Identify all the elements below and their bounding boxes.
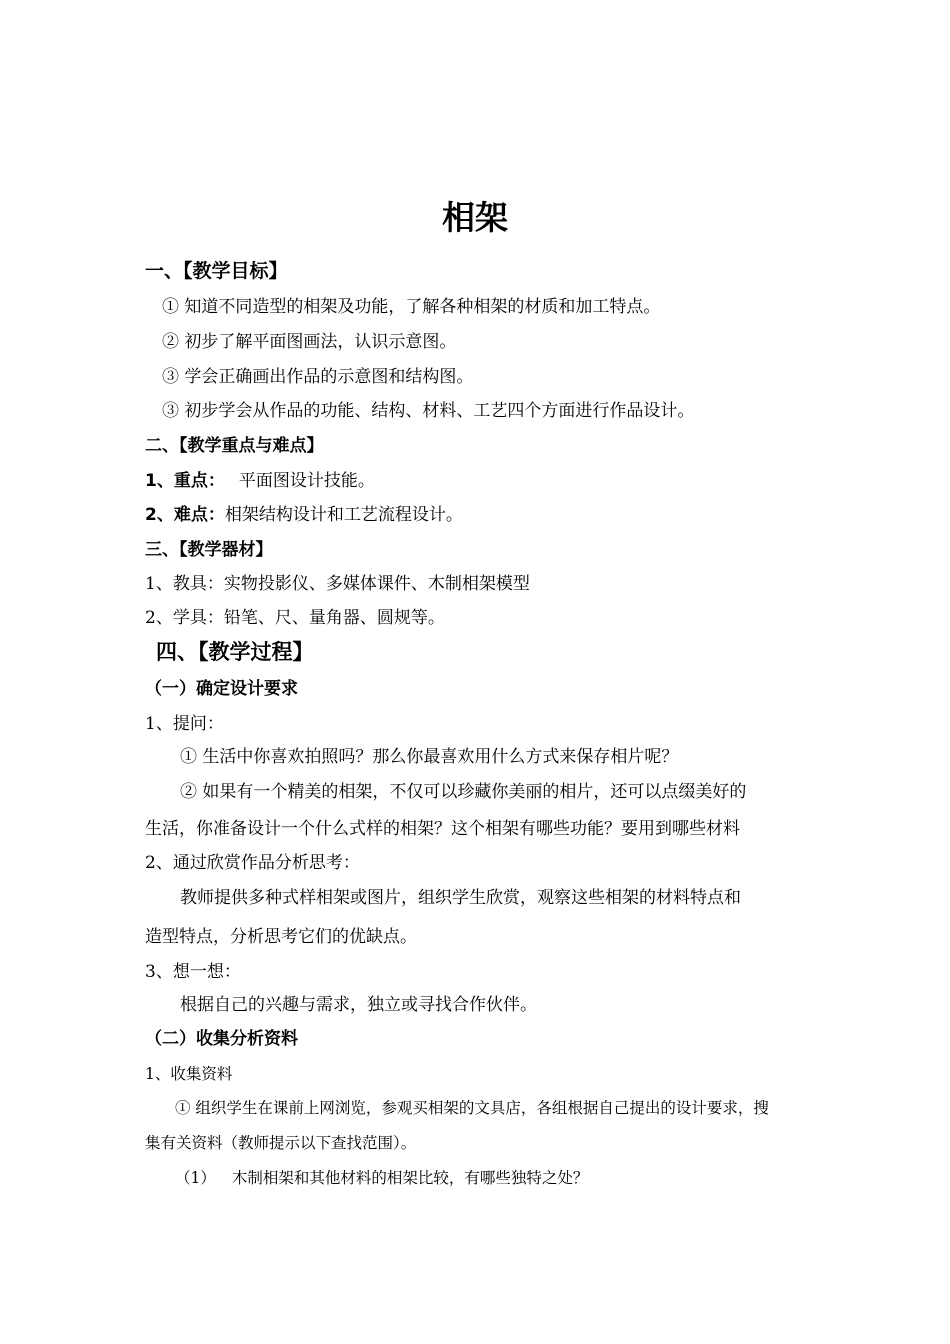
think-label: 3、想一想：: [145, 962, 241, 982]
key-point-text: 平面图设计技能。: [238, 471, 375, 491]
key-point-label: 1、重点：: [145, 471, 225, 491]
appreciate-continuation: 造型特点，分析思考它们的优缺点。: [145, 927, 417, 947]
question-item: ① 生活中你喜欢拍照吗？那么你最喜欢用什么方式来保存相片呢？: [180, 747, 679, 767]
difficulty-text: 相架结构设计和工艺流程设计。: [224, 505, 463, 525]
question-item: ② 如果有一个精美的相架，不仅可以珍藏你美丽的相片，还可以点缀美好的: [180, 782, 747, 802]
section-heading-materials: 三、【教学器材】: [145, 540, 273, 560]
question-continuation: 生活，你准备设计一个什么式样的相架？这个相架有哪些功能？要用到哪些材料: [145, 819, 740, 839]
appreciate-label: 2、通过欣赏作品分析思考：: [145, 853, 360, 873]
think-text: 根据自己的兴趣与需求，独立或寻找合作伙伴。: [180, 995, 537, 1015]
objective-item: ① 知道不同造型的相架及功能，了解各种相架的材质和加工特点。: [162, 297, 661, 317]
collect-continuation: 集有关资料（教师提示以下查找范围）。: [145, 1134, 417, 1152]
difficulty-line: [145, 504, 463, 526]
section-heading-objectives: 一、【教学目标】: [145, 260, 288, 282]
section-heading-key-points: 二、【教学重点与难点】: [145, 436, 324, 456]
appreciate-paragraph: 教师提供多种式样相架或图片，组织学生欣赏，观察这些相架的材料特点和: [180, 888, 741, 908]
collect-paragraph: ① 组织学生在课前上网浏览，参观买相架的文具店，各组根据自己提出的设计要求，搜: [175, 1099, 769, 1117]
item-text: 木制相架和其他材料的相架比较，有哪些独特之处？: [231, 1169, 589, 1187]
search-scope-item: [175, 1167, 588, 1189]
objective-item: ③ 初步学会从作品的功能、结构、材料、工艺四个方面进行作品设计。: [162, 401, 695, 421]
ask-label: 1、提问：: [145, 714, 224, 734]
subsection-heading-collect: （二）收集分析资料: [145, 1029, 298, 1049]
subsection-heading-design: （一）确定设计要求: [145, 679, 298, 699]
objective-item: ③ 学会正确画出作品的示意图和结构图。: [162, 367, 474, 387]
document-title: 相架: [442, 198, 508, 237]
item-number: （1）: [175, 1169, 216, 1187]
materials-item: 1、教具：实物投影仪、多媒体课件、木制相架模型: [145, 574, 530, 594]
objective-item: ② 初步了解平面图画法，认识示意图。: [162, 332, 457, 352]
collect-label: 1、收集资料: [145, 1065, 233, 1083]
materials-item: 2、学具：铅笔、尺、量角器、圆规等。: [145, 608, 445, 628]
section-heading-process: 四、【教学过程】: [156, 640, 314, 664]
difficulty-label: 2、难点：: [145, 505, 225, 525]
key-point-line: [145, 470, 375, 492]
